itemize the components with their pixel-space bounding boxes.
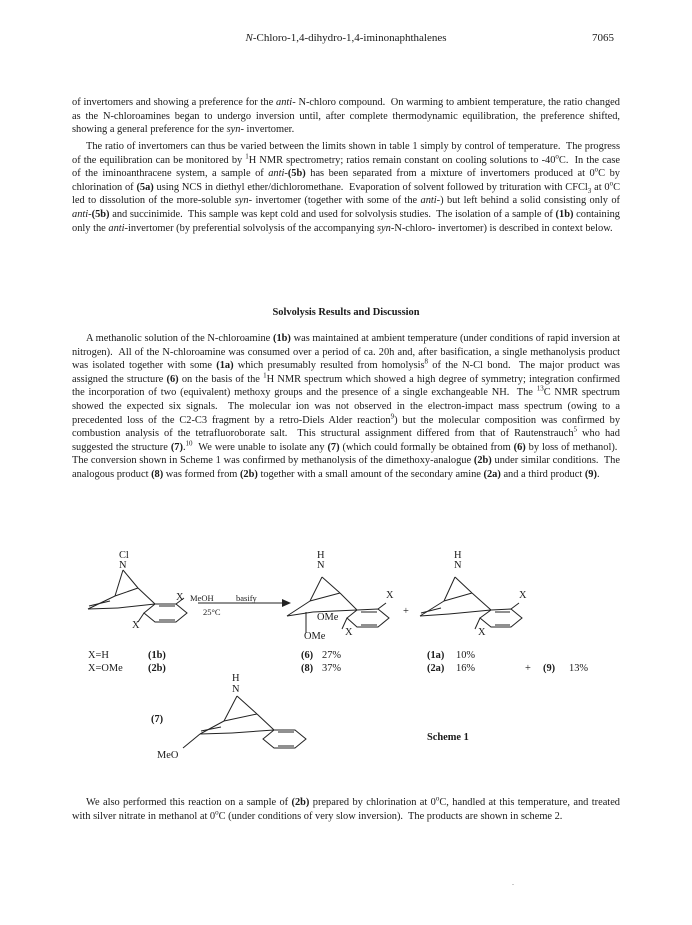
product-row-yield: 27% xyxy=(322,650,342,661)
product-row-id: (8) xyxy=(301,663,314,674)
compound-7-structure xyxy=(183,696,306,748)
hydrogen-atom-label: H xyxy=(454,550,462,561)
methoxy-group-label-lower: OMe xyxy=(304,631,326,642)
product-row-id: (1a) xyxy=(427,650,445,661)
product-row-id: (6) xyxy=(301,650,314,661)
product-9-yield: 13% xyxy=(569,663,589,674)
product-row-yield: 10% xyxy=(456,650,476,661)
hydrogen-atom-label: H xyxy=(317,550,325,561)
workup-basify: basify xyxy=(236,593,257,603)
paragraph-ratio-of-invertomers: The ratio of invertomers can thus be varied between the limits shown in table 1 simply by control of temperature. The progress of the equilibration can be monitored by $^1$H NMR spectrometry; ratios remain constant on cooling solutions to -40$^o$C. In the case of the iminoanthracene system, a sample of anti-(5b) has been separated from a mixture of invertomers produced at 0$^o$C by chlorination of (5a) using NCS in diethyl ether/dichloromethane. Evaporation of solvent followed by trituration with CFCl$_3$ at 0$^o$C led to dissolution of the more-soluble syn- invertomer (together with some of the anti-) but left behind a solid consisting only of anti-(5b) and succinimide. This sample was kept cold and used for solvolysis studies. The isolation of a sample of (1b) containing only the anti-invertomer (by preferential solvolysis of the accompanying syn-N-chloro- invertomer) is described in context below. xyxy=(72,141,621,234)
product-9-id: (9) xyxy=(543,663,556,674)
compound-7-label: (7) xyxy=(151,714,164,725)
substituent-x-label: X xyxy=(386,590,394,601)
product-row-id: (2a) xyxy=(427,663,445,674)
reagent-meoh: MeOH xyxy=(190,593,214,603)
sm-row-id: (2b) xyxy=(148,663,166,674)
sm-row-x: X=OMe xyxy=(88,663,123,674)
paragraph-solvolysis: A methanolic solution of the N-chloroamine (1b) was maintained at ambient temperature (under conditions of rapid inversion at nitrogen). All of the N-chloroamine was consumed over a period of ca. 20h and, after basification, a single methanolysis product was isolated together with some (1a) which presumably resulted from homolysis$^8$ of the N-Cl bond. The major product was assigned the structure (6) on the basis of the $^1$H NMR spectrum which showed a high degree of symmetry; integration confirmed the incorporation of two (equivalent) methoxy groups and the presence of a single exchangeable NH. The $^{13}$C NMR spectrum showed the expected six signals. The molecular ion was not observed in the electron-impact mass spectrum (owing to a precedented loss of the C2-C3 fragment by a retro-Diels Alder reaction$^9$) but the molecular composition was confirmed by combustion analysis of the tetrafluoroborate salt. This structural assignment differed from that of Rautenstrauch$^5$ who had suggested the structure (7).$^{10}$ We were unable to isolate any (7) (which could formally be obtained from (6) by loss of methanol). The conversion shown in Scheme 1 was confirmed by methanolysis of the dimethoxy-analogue (2b) under similar conditions. The analogous product (8) was formed from (2b) together with a small amount of the secondary amine (2a) and a third product (9). xyxy=(72,333,621,480)
hydrogen-atom-label: H xyxy=(232,673,240,684)
starting-material-structure xyxy=(88,570,187,622)
product-row-yield: 16% xyxy=(456,663,476,674)
nitrogen-atom-label: N xyxy=(119,560,127,571)
nitrogen-atom-label: N xyxy=(232,684,240,695)
methoxy-group-label: MeO xyxy=(157,750,179,761)
paragraph-silver-nitrate: We also performed this reaction on a sample of (2b) prepared by chlorination at 0$^o$C, handled at this temperature, and treated with silver nitrate in methanol at 0$^o$C (under conditions of very slow inversion). The products are shown in scheme 2. xyxy=(72,794,620,822)
reaction-temperature: 25°C xyxy=(203,607,221,617)
footer-mark: . xyxy=(512,878,514,887)
scheme-title: Scheme 1 xyxy=(427,732,469,743)
methoxy-group-label: OMe xyxy=(317,612,339,623)
plus-sign: + xyxy=(403,606,409,617)
sm-row-id: (1b) xyxy=(148,650,166,661)
chlorine-atom-label: Cl xyxy=(119,550,129,561)
product-1a-structure xyxy=(420,577,522,629)
substituent-x-label: X xyxy=(519,590,527,601)
section-heading: Solvolysis Results and Discussion xyxy=(272,307,420,318)
nitrogen-atom-label: N xyxy=(454,560,462,571)
reaction-arrowhead xyxy=(282,599,291,607)
substituent-x-label: X xyxy=(176,592,184,603)
plus-sign: + xyxy=(525,663,531,674)
page-number: 7065 xyxy=(592,32,614,44)
substituent-x-label-lower: X xyxy=(478,627,486,638)
product-row-yield: 37% xyxy=(322,663,342,674)
substituent-x-label-lower: X xyxy=(132,620,140,631)
running-header-title: N-Chloro-1,4-dihydro-1,4-iminonaphthalenes xyxy=(245,32,447,44)
sm-row-x: X=H xyxy=(88,650,109,661)
nitrogen-atom-label: N xyxy=(317,560,325,571)
substituent-x-label-lower: X xyxy=(345,627,353,638)
product-6-structure xyxy=(287,577,389,633)
paragraph-invertomers: of invertomers and showing a preference for the anti- N-chloro compound. On warming to ambient temperature, the ratio changed as the N-chloroamines began to undergo inversion until, after complete thermodynamic equilibration, the preference shifted, showing a general preference for the syn- invertomer. xyxy=(72,97,620,136)
